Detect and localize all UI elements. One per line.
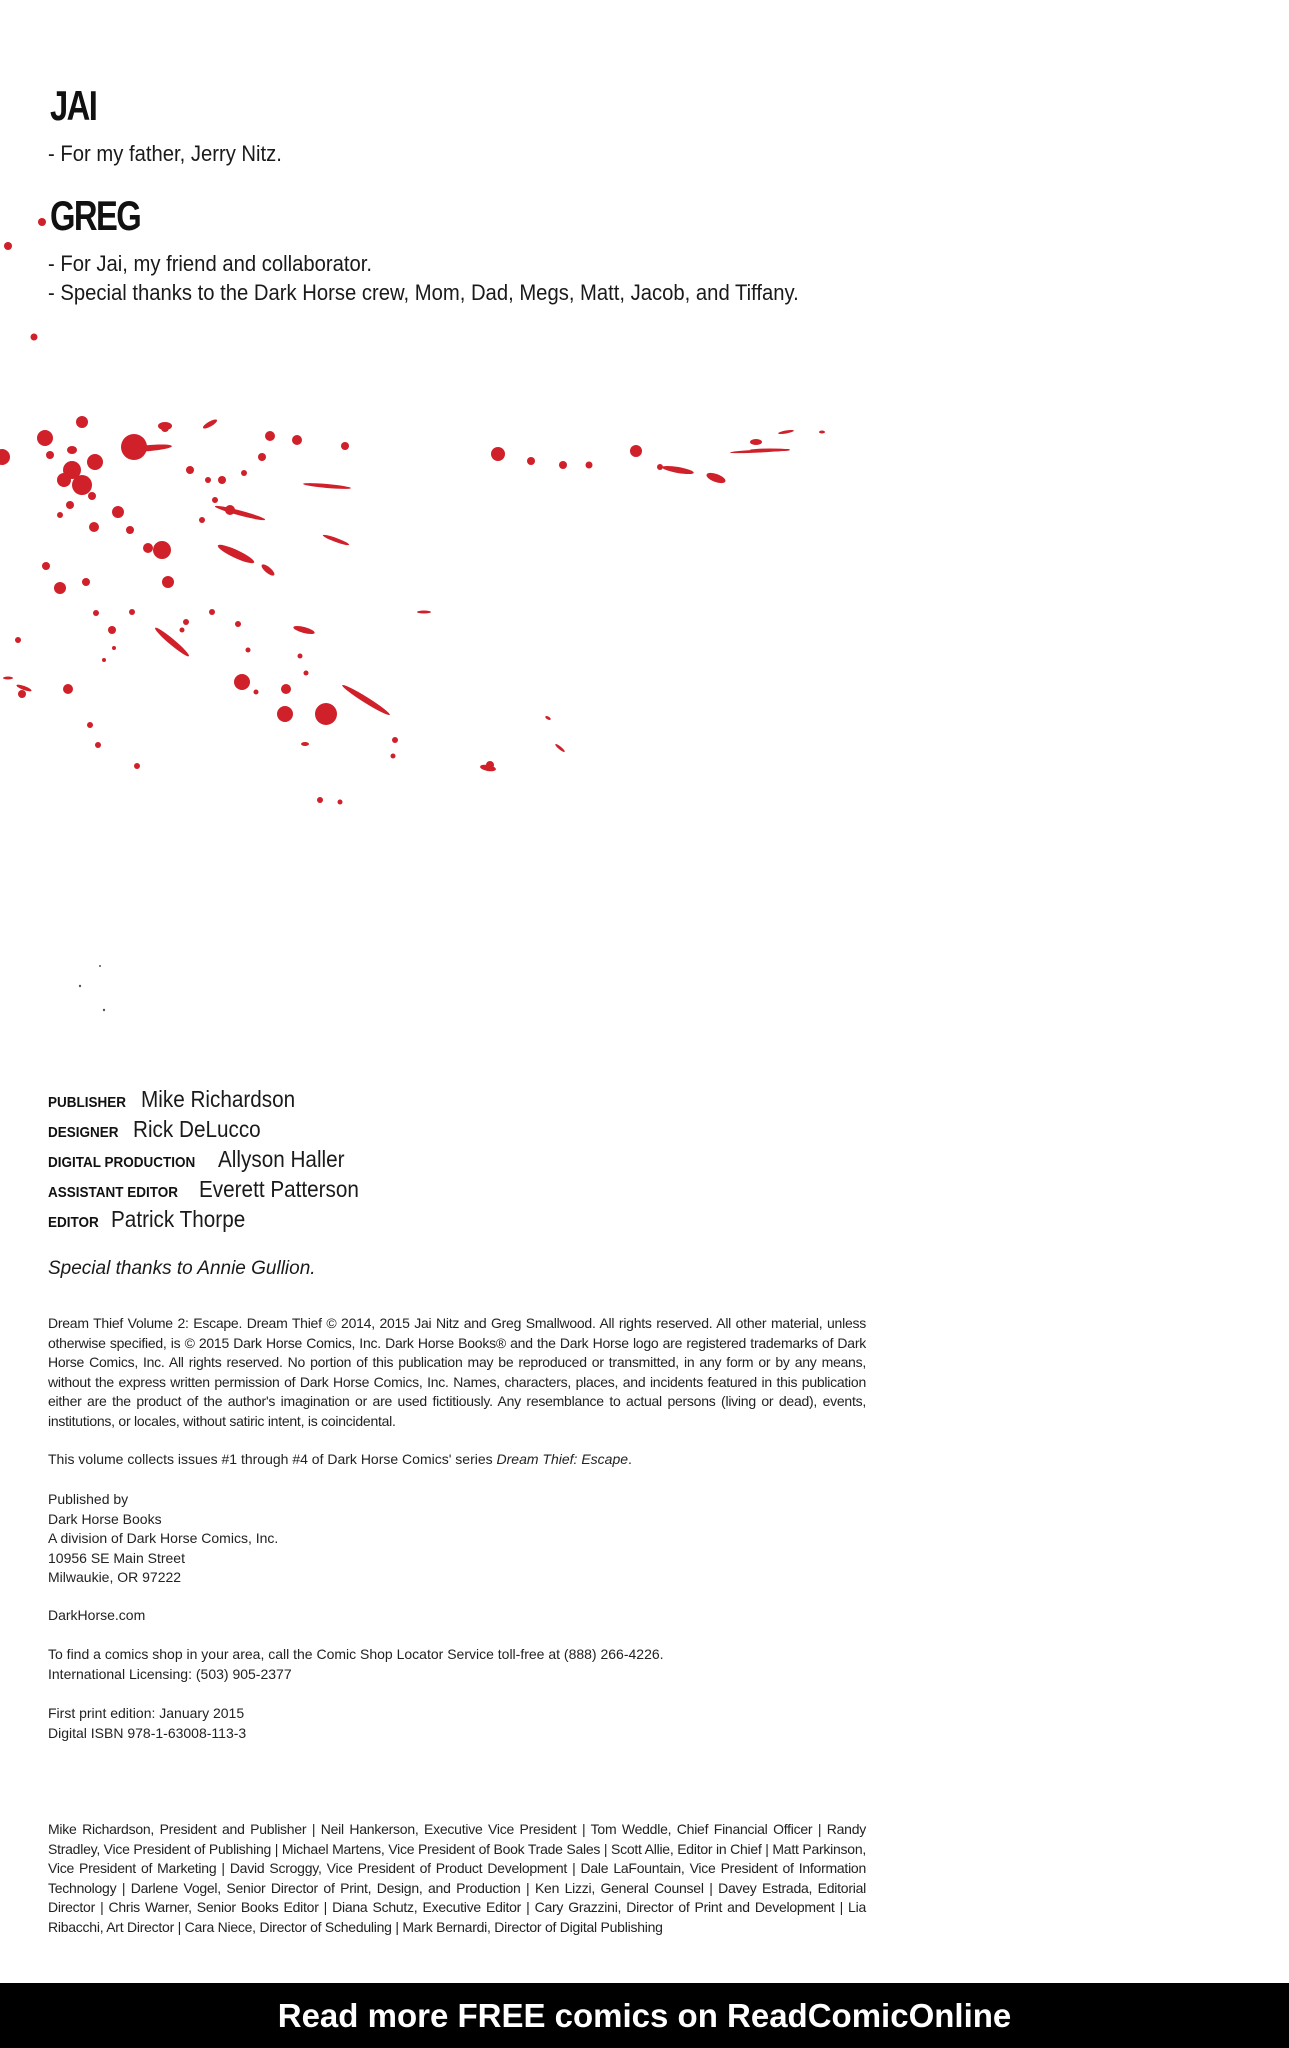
dedication-line: - For my father, Jerry Nitz. (48, 141, 282, 166)
dedication-name-greg: GREG (50, 192, 141, 239)
collects-note (48, 1450, 866, 1470)
edition-info (48, 1704, 866, 1743)
dedication-line: - Special thanks to the Dark Horse crew, Mom, Dad, Megs, Matt, Jacob, and Tiffany. (48, 280, 799, 305)
special-thanks: Special thanks to Annie Gullion. (48, 1258, 316, 1279)
credit-person: Patrick Thorpe (110, 1206, 246, 1232)
credit-row-designer (48, 1116, 948, 1146)
contact-line: To find a comics shop in your area, call the Comic Shop Locator Service toll-free at (888) 266-4226. (48, 1646, 664, 1662)
series-title: Dream Thief: Escape (496, 1451, 629, 1467)
credit-role: PUBLISHER (48, 1094, 127, 1111)
credit-person: Allyson Haller (218, 1146, 345, 1172)
isbn-line: Digital ISBN 978-1-63008-113-3 (48, 1724, 247, 1741)
credit-row-assistant-editor (48, 1176, 948, 1206)
credit-row-publisher (48, 1086, 948, 1116)
credit-role: DESIGNER (48, 1124, 119, 1141)
address-line: Dark Horse Books (48, 1510, 162, 1527)
credit-row-editor (48, 1206, 948, 1236)
address-line: Published by (48, 1491, 129, 1507)
credit-person: Mike Richardson (141, 1086, 296, 1112)
contact-line: International Licensing: (503) 905-2377 (48, 1665, 292, 1682)
credit-role: EDITOR (48, 1214, 99, 1231)
credit-person: Everett Patterson (198, 1176, 359, 1202)
dedication-line: - For Jai, my friend and collaborator. (48, 251, 372, 276)
readcomiconline-banner[interactable]: Read more FREE comics on ReadComicOnline (0, 1983, 1289, 2048)
collects-suffix: . (628, 1451, 632, 1467)
credit-role: DIGITAL PRODUCTION (48, 1154, 196, 1171)
staff-list: Mike Richardson, President and Publisher | Neil Hankerson, Executive Vice President | Tom Weddle, Chief Financial Officer | Randy Stradley, Vice President of Publishing | Michael Martens, Vice President of Book Trade Sales | Scott Allie, Editor in Chief | Matt Parkinson, Vice President of Marketing | David Scroggy, Vice President of Product Development | Dale LaFountain, Vice President of Information Technology | Darlene Vogel, Senior Director of Print, Design, and Production | Ken Lizzi, General Counsel | Davey Estrada, Editorial Director | Chris Warner, Senior Books Editor | Diana Schutz, Executive Editor | Cary Grazzini, Director of Print and Development | Lia Ribacchi, Art Director | Cara Niece, Director of Scheduling | Mark Bernardi, Director of Digital Publishing (48, 1821, 866, 1935)
credits-list (48, 1086, 948, 1236)
address-line: A division of Dark Horse Comics, Inc. (48, 1530, 279, 1546)
credit-person: Rick DeLucco (132, 1116, 261, 1142)
legal-notice: Dream Thief Volume 2: Escape. Dream Thief © 2014, 2015 Jai Nitz and Greg Smallwood. All rights reserved. All other material, unless otherwise specified, is © 2015 Dark Horse Comics, Inc. Dark Horse Books® and the Dark Horse logo are registered trademarks of Dark Horse Comics, Inc. All rights reserved. No portion of this publication may be reproduced or transmitted, in any form or by any means, without the express written permission of Dark Horse Comics, Inc. Names, characters, places, and incidents featured in this publication either are the product of the author's imagination or are used fictitiously. Any resemblance to actual persons (living or dead), events, institutions, or locales, without satiric intent, is coincidental. (48, 1315, 866, 1429)
address-line: Milwaukie, OR 97222 (48, 1569, 182, 1585)
website-text: DarkHorse.com (48, 1607, 146, 1623)
address-line: 10956 SE Main Street (48, 1549, 185, 1566)
credit-row-digital-production (48, 1146, 948, 1176)
publisher-address (48, 1490, 866, 1588)
collects-prefix: This volume collects issues #1 through #4 of Dark Horse Comics' series (48, 1451, 497, 1467)
credit-role: ASSISTANT EDITOR (48, 1184, 179, 1201)
edition-line: First print edition: January 2015 (48, 1705, 245, 1721)
contact-info (48, 1645, 866, 1684)
dedication-name-jai: JAI (50, 82, 97, 129)
